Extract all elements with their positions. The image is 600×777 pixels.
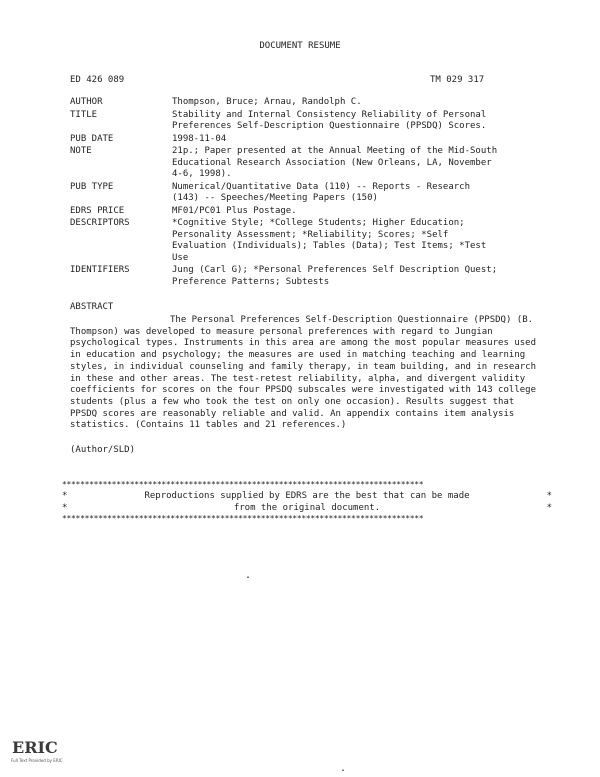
reproduction-text-1: Reproductions supplied by EDRS are the best that can be made (144, 491, 470, 501)
field-title (70, 110, 560, 133)
field-value: 1998-11-04 (172, 133, 227, 144)
field-label: IDENTIFIERS (70, 265, 130, 275)
stray-mark: . (340, 763, 347, 774)
eric-logo (10, 735, 63, 767)
field-label: PUB DATE (70, 133, 114, 144)
field-pub-date (70, 134, 560, 146)
tm-number: TM 029 317 (430, 75, 485, 85)
abstract-credit: (Author/SLD) (70, 445, 136, 455)
field-label: TITLE (70, 109, 98, 120)
field-edrs-price (70, 206, 560, 218)
field-value: *Cognitive Style; *College Students; Higher Education; Personality Assessment; *Reliability; Scores; *Self Evaluation (Individuals); Tables (Data); Test Items; *Test Use (172, 218, 487, 263)
field-value: MF01/PC01 Plus Postage. (172, 205, 297, 216)
field-label: PUB TYPE (70, 181, 114, 192)
field-label: EDRS PRICE (70, 205, 125, 216)
field-value: Jung (Carl G); *Personal Preferences Self Description Quest; Preference Patterns; Subtests (172, 265, 498, 287)
field-pub-type (70, 182, 560, 205)
reproduction-line-2 (62, 502, 552, 514)
field-label: DESCRIPTORS (70, 218, 130, 228)
star-mark: * (62, 503, 68, 513)
star-mark: * (546, 503, 552, 513)
field-value: Numerical/Quantitative Data (110) -- Reports - Research (143) -- Speeches/Meeting Papers (150) (172, 181, 471, 203)
field-label: AUTHOR (70, 97, 103, 107)
field-value: Stability and Internal Consistency Reliability of Personal Preferences Self-Description Questionnaire (PPSDQ) Scores. (172, 109, 487, 131)
field-descriptors (70, 218, 560, 264)
field-author (70, 97, 560, 109)
eric-logo-subtext: Full Text Provided by ERIC (11, 758, 63, 763)
field-value: 21p.; Paper presented at the Annual Meeting of the Mid-South Educational Research Association (New Orleans, LA, November 4-6, 1998). (172, 146, 498, 179)
abstract-text: The Personal Preferences Self-Description Questionnaire (PPSDQ) (B. Thompson) was developed to measure personal preferences with regard to Jungian psychological types. Instruments in this area are among the most popular measures used in education and psychology; the measures are used in matching teaching and learning styles, in individual counseling and family therapy, in team building, and in research in these and other areas. The test-retest reliability, alpha, and divergent validity coefficients for scores on the four PPSDQ subscales were investigated with 143 college students (plus a few who took the test on only one occasion). Results suggest that PPSDQ scores are reasonably reliable and valid. An appendix contains item analysis statistics. (Contains 11 tables and 21 references.) (70, 315, 536, 431)
document-heading: DOCUMENT RESUME (259, 41, 341, 51)
metadata-fields (70, 97, 560, 289)
field-note (70, 146, 560, 181)
star-border-bottom: ******************************************************************************** (62, 514, 424, 523)
eric-logo-text: ERIC (12, 738, 58, 757)
ed-number: ED 426 089 (70, 75, 125, 85)
field-value: Thompson, Bruce; Arnau, Randolph C. (172, 97, 362, 107)
field-label: NOTE (70, 146, 92, 156)
star-mark: * (546, 491, 552, 501)
star-mark: * (62, 491, 68, 501)
reproduction-line-1 (62, 490, 552, 502)
star-border-top: ******************************************************************************** (62, 480, 424, 489)
stray-mark: . (245, 570, 252, 581)
field-identifiers (70, 265, 560, 288)
reproduction-text-2: from the original document. (233, 503, 381, 513)
abstract-label: ABSTRACT (70, 302, 114, 312)
reproduction-notice (62, 480, 552, 524)
